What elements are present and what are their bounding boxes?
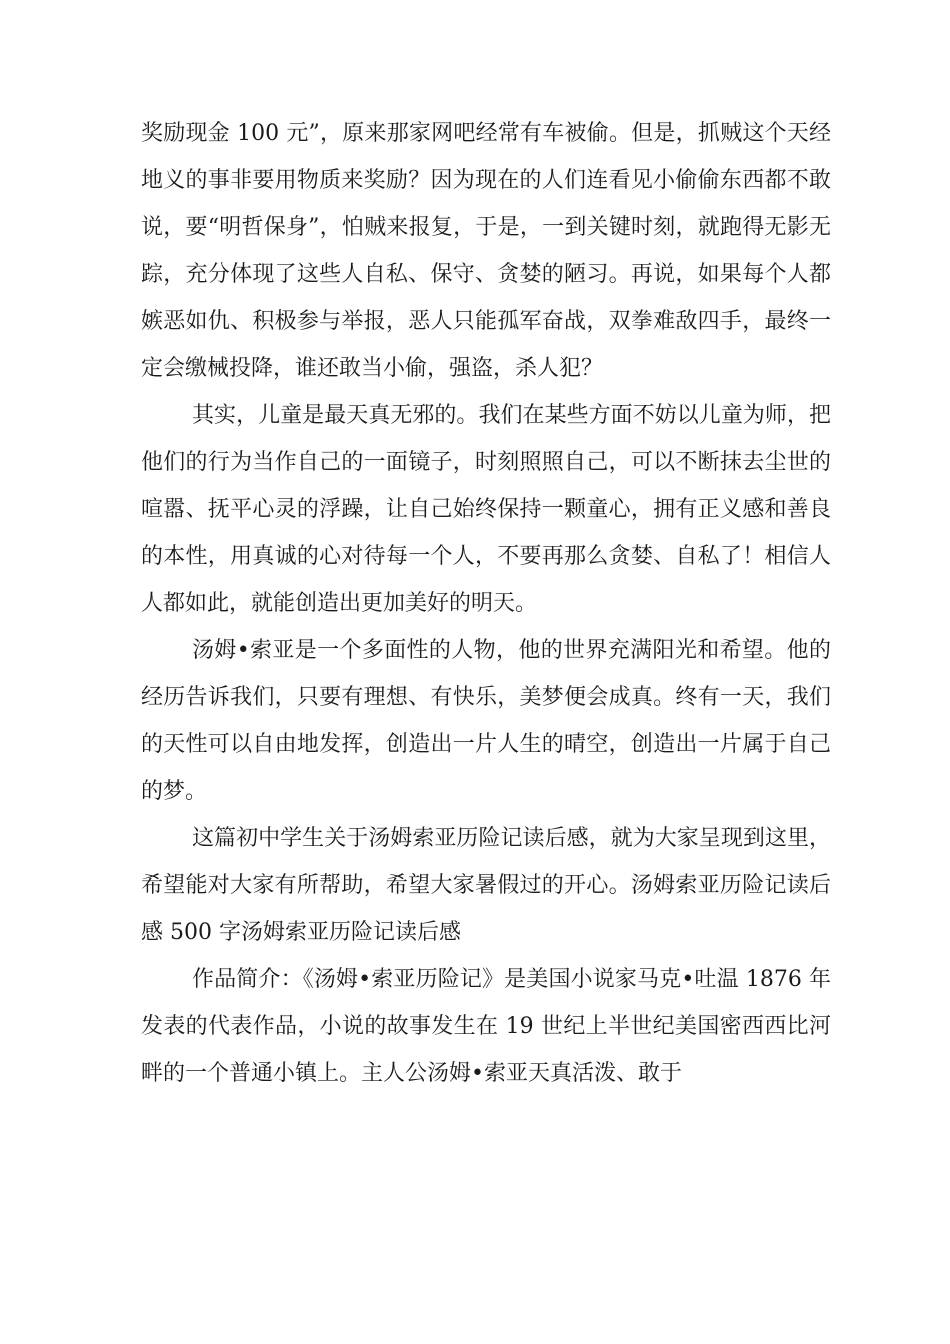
paragraph-3: 汤姆•索亚是一个多面性的人物，他的世界充满阳光和希望。他的经历告诉我们，只要有理想、有快乐，美梦便会成真。终有一天，我们的天性可以自由地发挥，创造出一片人生的晴空，创造出一片属于自己的梦。: [141, 638, 831, 804]
paragraph-2: 其实，儿童是最天真无邪的。我们在某些方面不妨以儿童为师，把他们的行为当作自己的一面镜子，时刻照照自己，可以不断抹去尘世的喧嚣、抚平心灵的浮躁，让自己始终保持一颗童心，拥有正义感和善良的本性，用真诚的心对待每一个人，不要再那么贪婪、自私了！相信人人都如此，就能创造出更加美好的明天。: [141, 403, 831, 616]
document-body: [141, 110, 831, 1097]
paragraph-4: 这篇初中学生关于汤姆索亚历险记读后感，就为大家呈现到这里，希望能对大家有所帮助，希望大家暑假过的开心。汤姆索亚历险记读后感 500 字汤姆索亚历险记读后感: [141, 826, 831, 945]
paragraph-1: 奖励现金 100 元”，原来那家网吧经常有车被偷。但是，抓贼这个天经地义的事非要用物质来奖励？因为现在的人们连看见小偷偷东西都不敢说，要“明哲保身”，怕贼来报复，于是，一到关键时刻，就跑得无影无踪，充分体现了这些人自私、保守、贪婪的陋习。再说，如果每个人都嫉恶如仇、积极参与举报，恶人只能孤军奋战，双拳难敌四手，最终一定会缴械投降，谁还敢当小偷，强盗，杀人犯？: [141, 121, 831, 381]
paragraph-5: 作品简介：《汤姆•索亚历险记》是美国小说家马克•吐温 1876 年发表的代表作品，小说的故事发生在 19 世纪上半世纪美国密西西比河畔的一个普通小镇上。主人公汤姆•索亚天真活泼、敢于: [141, 967, 831, 1086]
